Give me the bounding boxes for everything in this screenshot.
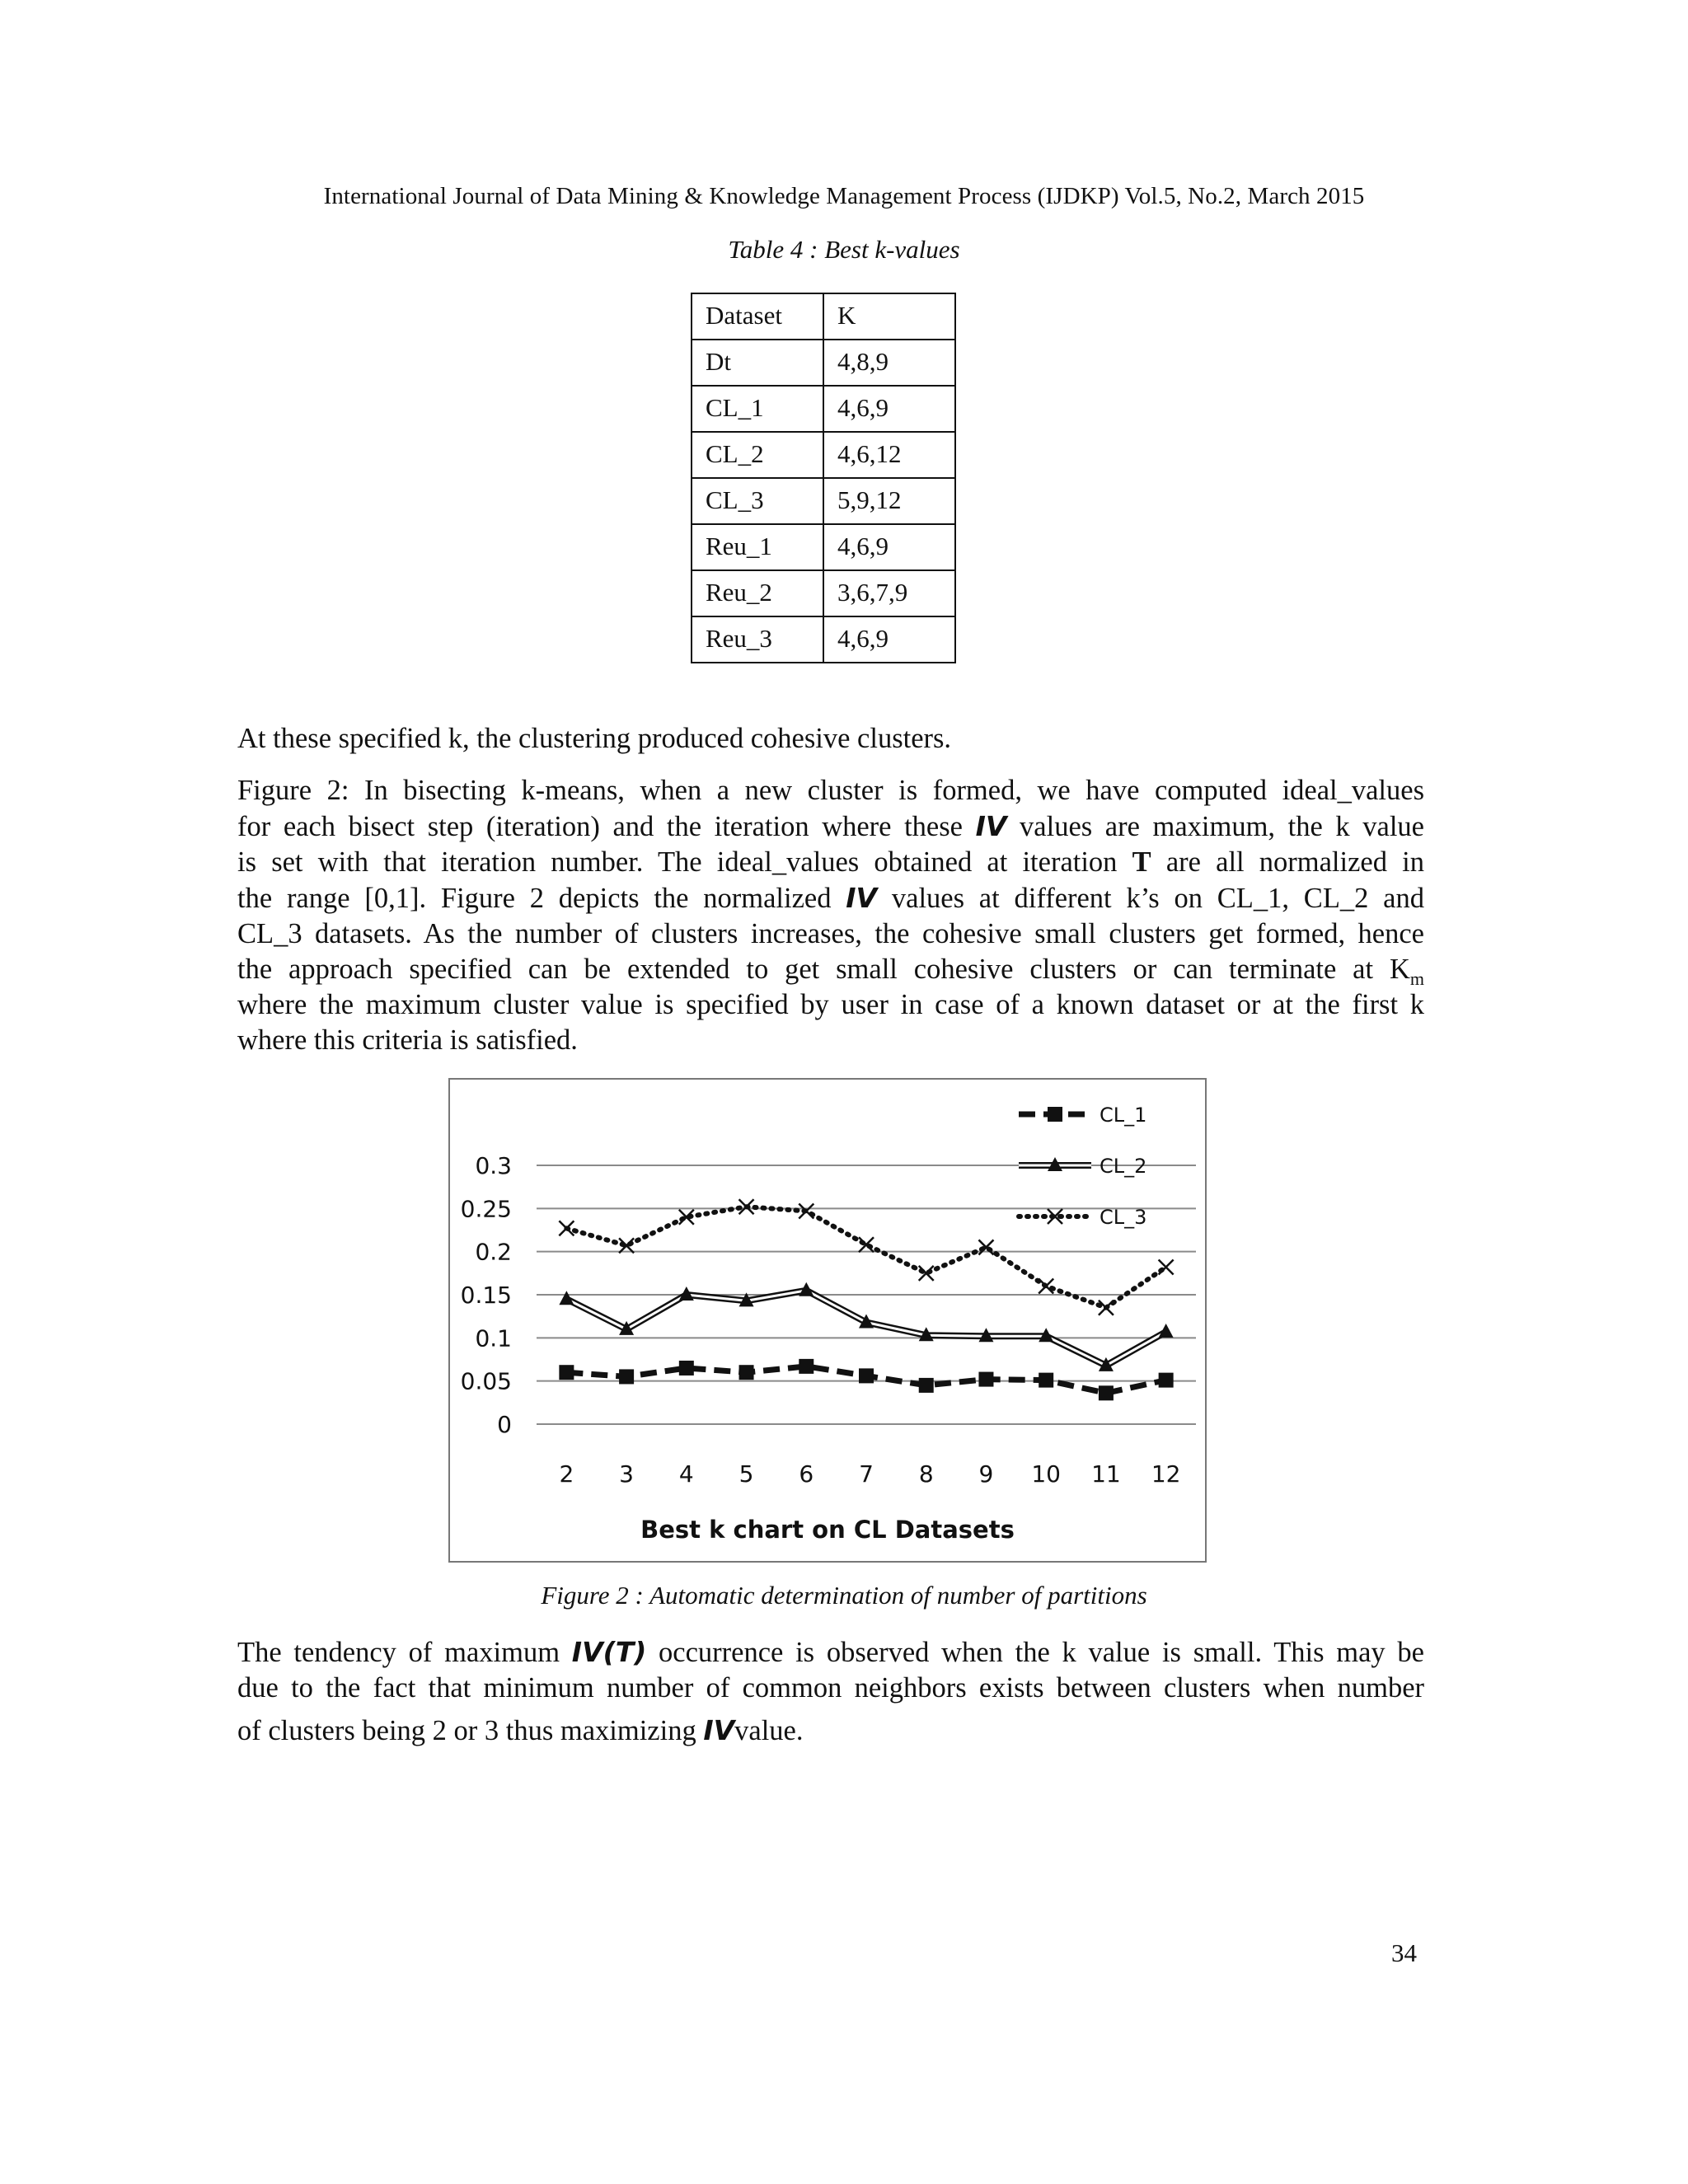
legend-label: CL_3 — [1100, 1206, 1147, 1229]
k-cell: 4,6,9 — [823, 386, 955, 432]
y-tick-label: 0.05 — [460, 1367, 512, 1395]
data-point-cl-1 — [1099, 1385, 1114, 1400]
x-tick-label: 2 — [559, 1460, 574, 1488]
dataset-cell: Dt — [692, 340, 823, 386]
data-point-cl-1 — [799, 1359, 814, 1374]
dataset-cell: Dataset — [692, 293, 823, 340]
data-point-cl-3 — [799, 1203, 814, 1218]
table-row — [692, 432, 955, 478]
ivt-symbol: IV(T) — [571, 1636, 647, 1668]
chart-svg — [450, 1080, 1205, 1561]
data-point-cl-1 — [919, 1378, 934, 1393]
y-tick-label: 0.15 — [460, 1282, 512, 1309]
figure-caption: Figure 2 : Automatic determination of number of partitions — [541, 1581, 1147, 1610]
table-caption: Table 4 : Best k-values — [728, 235, 960, 264]
data-point-cl-3 — [1159, 1260, 1174, 1275]
dataset-cell: CL_1 — [692, 386, 823, 432]
y-tick-label: 0 — [497, 1411, 512, 1438]
data-point-cl-1 — [679, 1361, 694, 1376]
y-tick-label: 0.3 — [475, 1152, 512, 1179]
paragraph-2: Figure 2: In bisecting k-means, when a new cluster is formed, we have computed ideal_values for each bisect step (iteration) and the iteration where these IV values are maximum, the k value is set with that iteration number. The ideal_values obtained at iteration T are all normalized in the range [0,1]. Figure 2 depicts the normalized IV values at different k’s on CL_1, CL_2 and CL_3 datasets. As the number of clusters increases, the cohesive small clusters get formed, hence the approach specified can be extended to get small cohesive clusters or can terminate at $K_m$ where the maximum cluster value is specified by user in case of a known dataset or at the first k where this criteria is satisfied. — [237, 775, 1425, 1056]
table-row — [692, 386, 955, 432]
data-point-cl-1 — [739, 1365, 754, 1380]
paragraph-1: At these specified k, the clustering produced cohesive clusters. — [237, 723, 952, 754]
y-tick-label: 0.1 — [475, 1324, 512, 1352]
k-cell: 4,6,9 — [823, 616, 955, 663]
page-number: 34 — [1391, 1938, 1417, 1967]
chart-title: Best k chart on CL Datasets — [640, 1516, 1015, 1544]
dataset-cell: CL_3 — [692, 478, 823, 524]
k-cell: 4,6,9 — [823, 524, 955, 570]
k-cell: 5,9,12 — [823, 478, 955, 524]
best-k-table — [691, 293, 956, 663]
x-tick-label: 7 — [859, 1460, 874, 1488]
k-cell: K — [823, 293, 955, 340]
data-point-cl-2 — [1159, 1324, 1174, 1338]
x-tick-label: 8 — [918, 1460, 934, 1488]
data-point-cl-1 — [559, 1365, 574, 1380]
data-point-cl-2 — [559, 1291, 574, 1305]
k-cell: 4,8,9 — [823, 340, 955, 386]
table-row — [692, 340, 955, 386]
dataset-cell: Reu_3 — [692, 616, 823, 663]
data-point-cl-1 — [978, 1372, 993, 1387]
t-symbol: T — [1132, 846, 1151, 878]
x-tick-label: 12 — [1151, 1460, 1181, 1488]
best-k-chart — [448, 1078, 1207, 1563]
series-line-cl-3 — [566, 1207, 1165, 1307]
x-tick-label: 11 — [1091, 1460, 1121, 1488]
journal-header: International Journal of Data Mining & Knowledge Management Process (IJDKP) Vol.5, No.2, March 2015 — [323, 183, 1365, 209]
k-cell: 4,6,12 — [823, 432, 955, 478]
x-tick-label: 6 — [799, 1460, 814, 1488]
dataset-cell: Reu_1 — [692, 524, 823, 570]
data-point-cl-1 — [619, 1369, 634, 1384]
x-tick-label: 10 — [1031, 1460, 1062, 1488]
k-cell: 3,6,7,9 — [823, 570, 955, 616]
table-row — [692, 616, 955, 663]
x-tick-label: 5 — [738, 1460, 754, 1488]
iv-symbol: IV — [975, 810, 1007, 842]
data-point-cl-3 — [559, 1221, 574, 1235]
table-row — [692, 524, 955, 570]
table-row — [692, 570, 955, 616]
paragraph-3: The tendency of maximum IV(T) occurrence is observed when the k value is small. This may be due to the fact that minimum number of common neighbors exists between clusters when number of clusters being 2 or 3 thus maximizing IVvalue. — [237, 1636, 1424, 1746]
legend-label: CL_1 — [1100, 1104, 1147, 1127]
y-tick-label: 0.2 — [475, 1238, 512, 1266]
iv-symbol: IV — [846, 882, 878, 914]
dataset-cell: CL_2 — [692, 432, 823, 478]
y-tick-label: 0.25 — [460, 1195, 512, 1223]
dataset-cell: Reu_2 — [692, 570, 823, 616]
data-point-cl-1 — [1039, 1373, 1053, 1388]
table-header-row — [692, 293, 955, 340]
x-tick-label: 3 — [619, 1460, 635, 1488]
legend-label: CL_2 — [1100, 1155, 1147, 1178]
data-point-cl-1 — [859, 1368, 874, 1383]
iv-symbol: IV — [703, 1714, 735, 1746]
x-tick-label: 4 — [678, 1460, 694, 1488]
x-tick-label: 9 — [978, 1460, 994, 1488]
table-row — [692, 478, 955, 524]
legend-marker — [1048, 1107, 1062, 1122]
data-point-cl-1 — [1159, 1373, 1174, 1388]
